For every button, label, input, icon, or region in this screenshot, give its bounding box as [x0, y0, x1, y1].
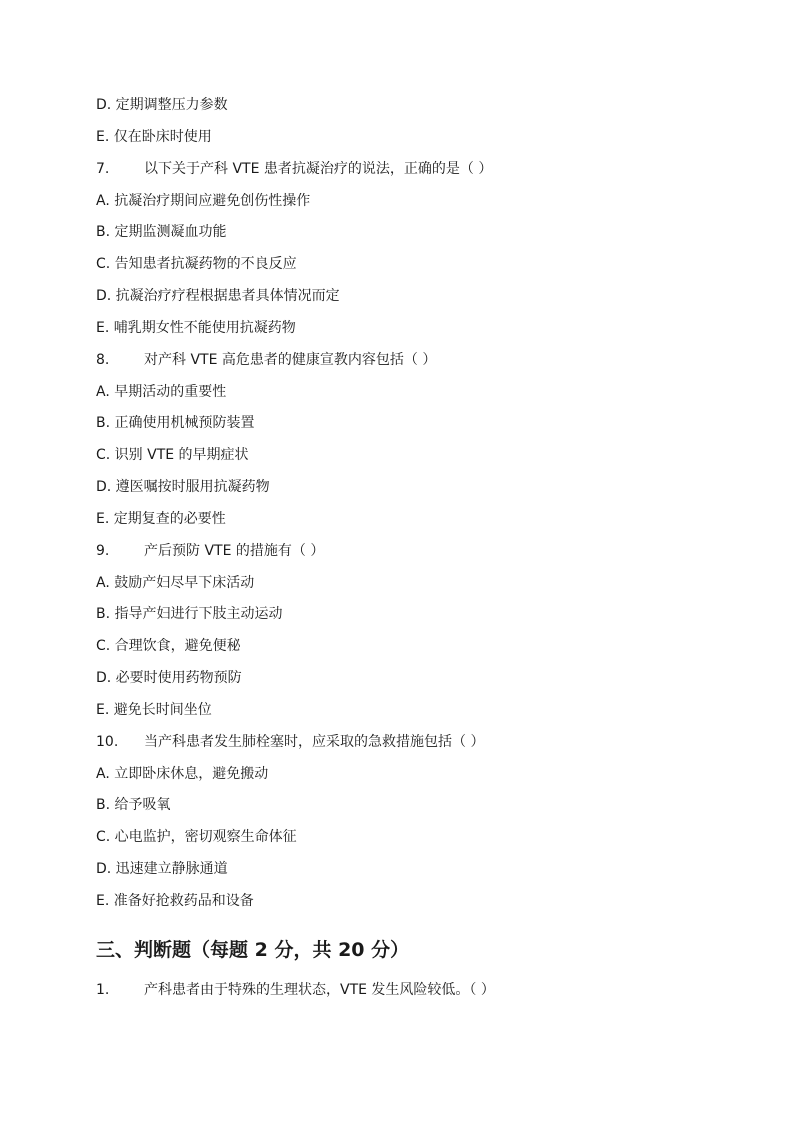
question-8	[96, 350, 436, 370]
question-number: 9.	[96, 543, 110, 559]
option-a-q10: A. 立即卧床休息，避免搬动	[96, 766, 269, 782]
option-a-q7: A. 抗凝治疗期间应避免创伤性操作	[96, 193, 311, 209]
question-number: 8.	[96, 352, 110, 368]
option-e-q6: E. 仅在卧床时使用	[96, 129, 212, 145]
option-b-q9: B. 指导产妇进行下肢主动运动	[96, 606, 283, 622]
option-e-q7: E. 哺乳期女性不能使用抗凝药物	[96, 320, 296, 336]
option-a-q8: A. 早期活动的重要性	[96, 384, 227, 400]
option-e-q9: E. 避免长时间坐位	[96, 702, 212, 718]
question-number: 10.	[96, 734, 119, 750]
question-text: 产后预防 VTE 的措施有（ ）	[144, 543, 325, 559]
option-c-q7: C. 告知患者抗凝药物的不良反应	[96, 256, 297, 272]
option-c-q8: C. 识别 VTE 的早期症状	[96, 447, 249, 463]
question-7	[96, 159, 492, 179]
option-a-q9: A. 鼓励产妇尽早下床活动	[96, 575, 255, 591]
option-c-q10: C. 心电监护，密切观察生命体征	[96, 829, 297, 845]
question-text: 对产科 VTE 高危患者的健康宣教内容包括（ ）	[144, 352, 437, 368]
question-10	[96, 732, 484, 752]
option-d-q6: D. 定期调整压力参数	[96, 97, 228, 113]
question-number: 1.	[96, 982, 110, 998]
question-9	[96, 541, 324, 561]
judgment-question-1	[96, 980, 495, 1000]
question-text: 以下关于产科 VTE 患者抗凝治疗的说法，正确的是（ ）	[144, 161, 493, 177]
option-d-q7: D. 抗凝治疗疗程根据患者具体情况而定	[96, 288, 340, 304]
option-b-q8: B. 正确使用机械预防装置	[96, 415, 255, 431]
question-text: 当产科患者发生肺栓塞时，应采取的急救措施包括（ ）	[144, 734, 485, 750]
option-b-q10: B. 给予吸氧	[96, 797, 171, 813]
option-c-q9: C. 合理饮食，避免便秘	[96, 638, 241, 654]
option-d-q8: D. 遵医嘱按时服用抗凝药物	[96, 479, 270, 495]
option-e-q10: E. 准备好抢救药品和设备	[96, 893, 254, 909]
section-heading: 三、判断题（每题 2 分，共 20 分）	[96, 939, 410, 961]
option-b-q7: B. 定期监测凝血功能	[96, 224, 227, 240]
option-d-q10: D. 迅速建立静脉通道	[96, 861, 228, 877]
question-number: 7.	[96, 161, 110, 177]
option-e-q8: E. 定期复查的必要性	[96, 511, 226, 527]
question-text: 产科患者由于特殊的生理状态，VTE 发生风险较低。（ ）	[144, 982, 495, 998]
option-d-q9: D. 必要时使用药物预防	[96, 670, 242, 686]
